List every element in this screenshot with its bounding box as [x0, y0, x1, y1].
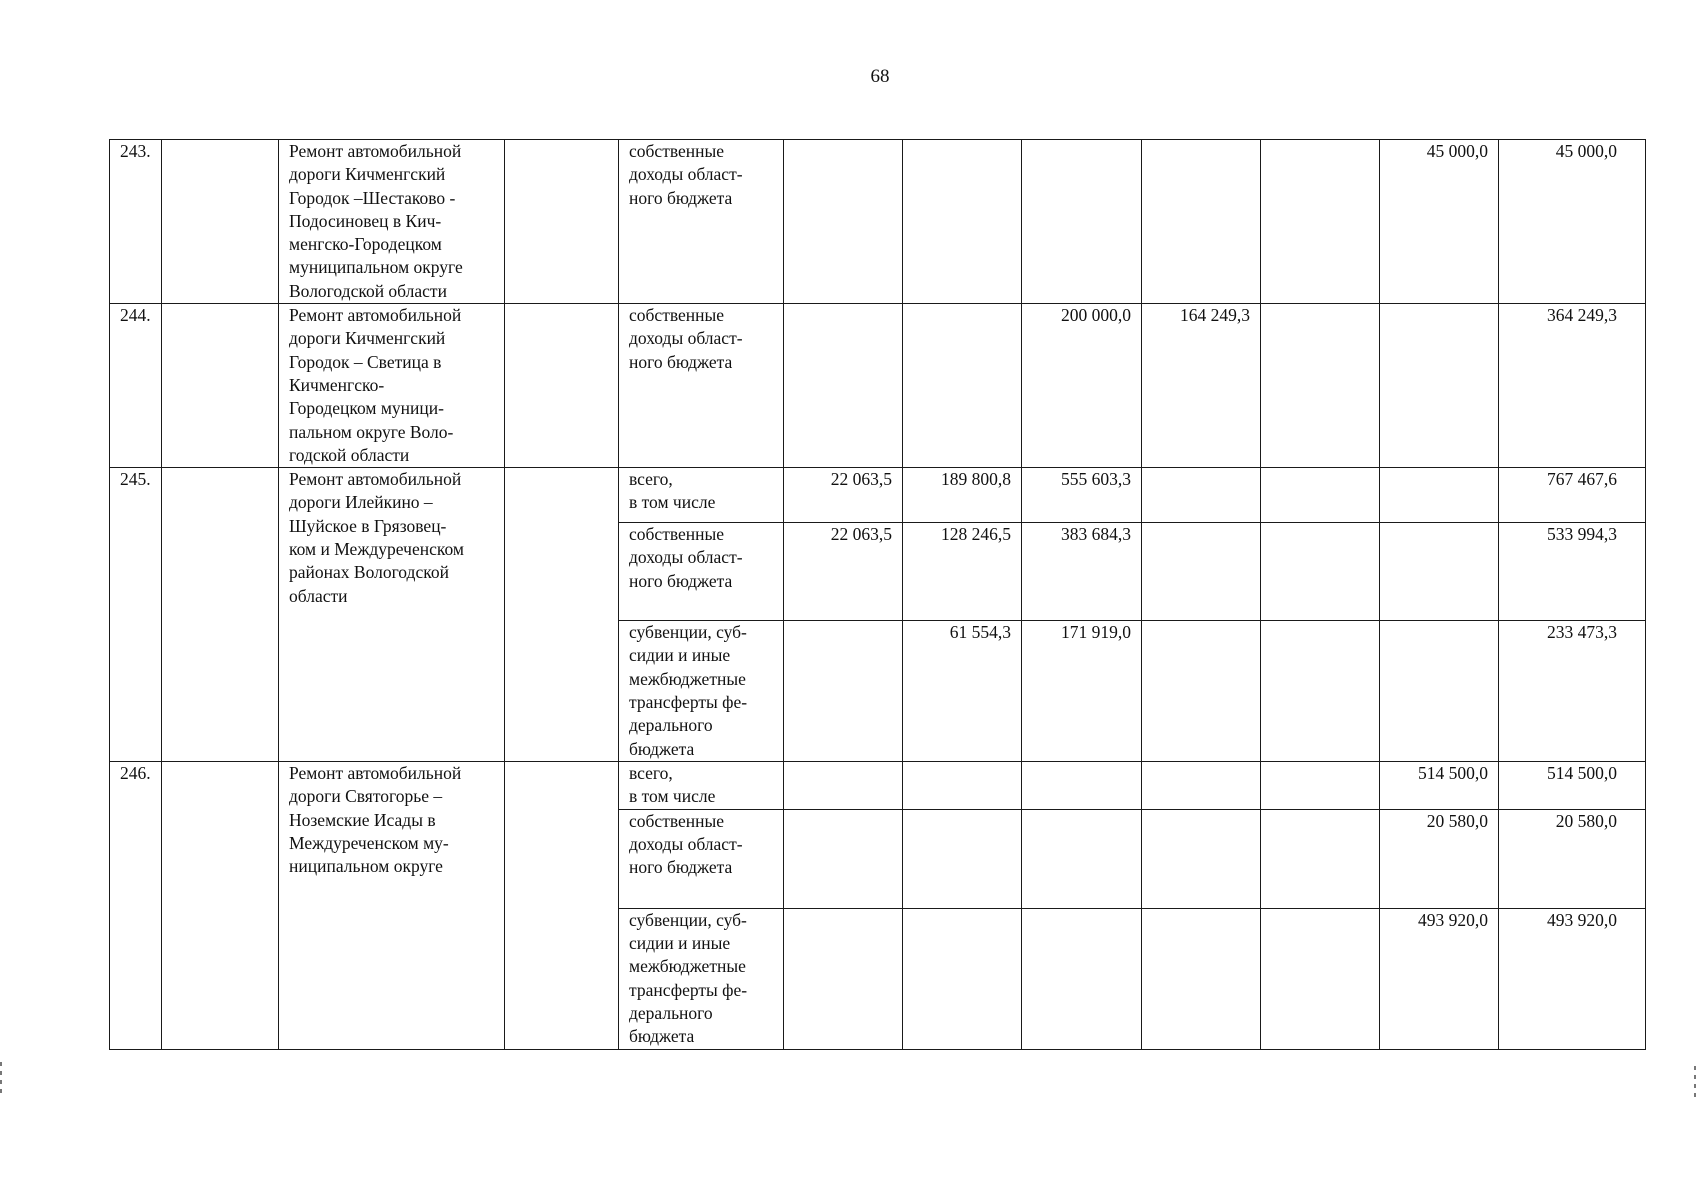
amount-cell [1022, 762, 1142, 810]
object-name-line: Ноземские Исады в [289, 809, 436, 830]
funding-source-line: сидии и иные [629, 933, 731, 954]
amount-cell: 514 500,0 [1380, 762, 1499, 810]
funding-source-line: собственные [629, 141, 725, 161]
funding-source [619, 304, 784, 468]
amount-cell: 493 920,0 [1380, 908, 1499, 1049]
object-name [279, 140, 505, 304]
amount-cell: 383 684,3 [1022, 523, 1142, 621]
amount-cell [1261, 908, 1380, 1049]
funding-source [619, 762, 784, 810]
amount-cell: 20 580,0 [1380, 809, 1499, 908]
object-name-line: пальном округе Воло- [289, 421, 454, 442]
amount-cell [1142, 621, 1261, 762]
funding-source-line: ного бюджета [629, 187, 733, 208]
object-name-line: Вологодской области [289, 280, 447, 301]
row-number: 244. [110, 304, 162, 468]
funding-source-line: в том числе [629, 492, 716, 513]
object-name-line: муниципальном округе [289, 257, 463, 278]
amount-cell: 45 000,0 [1380, 140, 1499, 304]
amount-cell [1142, 140, 1261, 304]
page-number: 68 [870, 66, 890, 87]
amount-cell [1261, 523, 1380, 621]
amount-cell [1022, 140, 1142, 304]
funding-source-line: бюджета [629, 1026, 695, 1047]
object-name-line: дороги Кичменгский [289, 164, 446, 185]
object-name-line: районах Вологодской [289, 562, 449, 583]
table-row [110, 468, 1646, 523]
amount-cell [1380, 523, 1499, 621]
object-name [279, 468, 505, 762]
scan-edge-mark-right [1694, 1066, 1696, 1100]
amount-cell: 22 063,5 [784, 523, 903, 621]
amount-cell [1261, 809, 1380, 908]
total-cell: 767 467,6 [1499, 468, 1646, 523]
funding-source-line: доходы област- [629, 164, 743, 185]
amount-cell: 189 800,8 [903, 468, 1022, 523]
empty-cell [162, 762, 279, 1049]
empty-cell [505, 304, 619, 468]
empty-cell [505, 140, 619, 304]
funding-source [619, 621, 784, 762]
funding-source-line: доходы област- [629, 328, 743, 349]
funding-source-line: межбюджетные [629, 956, 746, 977]
funding-source-line: ного бюджета [629, 351, 733, 372]
object-name [279, 762, 505, 1049]
funding-source-line: всего, [629, 469, 673, 490]
total-cell: 493 920,0 [1499, 908, 1646, 1049]
row-number: 245. [110, 468, 162, 762]
total-cell: 364 249,3 [1499, 304, 1646, 468]
amount-cell [1142, 908, 1261, 1049]
total-cell: 514 500,0 [1499, 762, 1646, 810]
amount-cell [1261, 304, 1380, 468]
amount-cell [784, 762, 903, 810]
table-row [110, 140, 1646, 304]
amount-cell [903, 908, 1022, 1049]
funding-source-line: сидии и иные [629, 645, 731, 666]
funding-source [619, 140, 784, 304]
funding-source-line: дерального [629, 715, 713, 736]
amount-cell [903, 762, 1022, 810]
funding-source-line: в том числе [629, 786, 716, 807]
empty-cell [162, 140, 279, 304]
object-name-line: менгско-Городецком [289, 234, 442, 255]
amount-cell [1261, 762, 1380, 810]
amount-cell [784, 809, 903, 908]
empty-cell [505, 762, 619, 1049]
amount-cell: 22 063,5 [784, 468, 903, 523]
amount-cell: 164 249,3 [1142, 304, 1261, 468]
amount-cell: 555 603,3 [1022, 468, 1142, 523]
funding-source-line: трансферты фе- [629, 692, 748, 713]
object-name-line: Междуреченском му- [289, 833, 449, 854]
amount-cell: 171 919,0 [1022, 621, 1142, 762]
object-name-line: Городок – Светица в [289, 351, 442, 372]
empty-cell [162, 468, 279, 762]
funding-source-line: доходы област- [629, 547, 743, 568]
budget-table [109, 139, 1646, 1050]
object-name-line: Шуйское в Грязовец- [289, 515, 447, 536]
funding-source-line: дерального [629, 1002, 713, 1023]
amount-cell [784, 140, 903, 304]
table-row [110, 762, 1646, 810]
funding-source-line: ного бюджета [629, 570, 733, 591]
amount-cell [1261, 621, 1380, 762]
funding-source-line: всего, [629, 763, 673, 784]
object-name-line: дороги Кичменгский [289, 328, 446, 349]
object-name-line: Кичменгско- [289, 374, 385, 395]
amount-cell [903, 140, 1022, 304]
amount-cell [784, 304, 903, 468]
total-cell: 533 994,3 [1499, 523, 1646, 621]
amount-cell: 200 000,0 [1022, 304, 1142, 468]
amount-cell: 128 246,5 [903, 523, 1022, 621]
row-number: 243. [110, 140, 162, 304]
funding-source [619, 468, 784, 523]
row-number: 246. [110, 762, 162, 1049]
object-name-line: дороги Святогорье – [289, 786, 443, 807]
object-name-line: Ремонт автомобильной [289, 305, 462, 326]
amount-cell [1142, 468, 1261, 523]
amount-cell [1261, 140, 1380, 304]
funding-source-line: собственные [629, 524, 725, 545]
table-row [110, 304, 1646, 468]
amount-cell [784, 908, 903, 1049]
amount-cell [903, 304, 1022, 468]
amount-cell [1261, 468, 1380, 523]
object-name-line: Ремонт автомобильной [289, 763, 462, 784]
amount-cell [1022, 908, 1142, 1049]
amount-cell [1380, 468, 1499, 523]
object-name-line: ниципальном округе [289, 856, 443, 877]
total-cell: 20 580,0 [1499, 809, 1646, 908]
object-name-line: области [289, 585, 348, 606]
amount-cell [1380, 621, 1499, 762]
object-name-line: дороги Илейкино – [289, 492, 433, 513]
amount-cell [1142, 809, 1261, 908]
funding-source-line: трансферты фе- [629, 979, 748, 1000]
object-name-line: ком и Междуреченском [289, 539, 464, 560]
object-name-line: Городецком муници- [289, 398, 444, 419]
amount-cell [1380, 304, 1499, 468]
object-name-line: Ремонт автомобильной [289, 469, 462, 490]
funding-source-line: субвенции, суб- [629, 622, 747, 643]
object-name-line: Подосиновец в Кич- [289, 210, 442, 231]
scan-edge-mark-left [0, 1062, 2, 1096]
funding-source-line: межбюджетные [629, 668, 746, 689]
object-name-line: Городок –Шестаково - [289, 187, 456, 208]
amount-cell [1142, 762, 1261, 810]
empty-cell [505, 468, 619, 762]
funding-source [619, 523, 784, 621]
amount-cell [903, 809, 1022, 908]
amount-cell [1142, 523, 1261, 621]
funding-source-line: собственные [629, 305, 725, 326]
funding-source-line: субвенции, суб- [629, 909, 747, 930]
empty-cell [162, 304, 279, 468]
funding-source-line: собственные [629, 810, 725, 831]
object-name-line: Ремонт автомобильной [289, 141, 462, 161]
amount-cell [784, 621, 903, 762]
funding-source-line: ного бюджета [629, 857, 733, 878]
funding-source [619, 908, 784, 1049]
total-cell: 45 000,0 [1499, 140, 1646, 304]
object-name-line: годской области [289, 444, 410, 465]
total-cell: 233 473,3 [1499, 621, 1646, 762]
object-name [279, 304, 505, 468]
amount-cell [1022, 809, 1142, 908]
amount-cell: 61 554,3 [903, 621, 1022, 762]
funding-source-line: доходы област- [629, 834, 743, 855]
funding-source [619, 809, 784, 908]
funding-source-line: бюджета [629, 738, 695, 759]
